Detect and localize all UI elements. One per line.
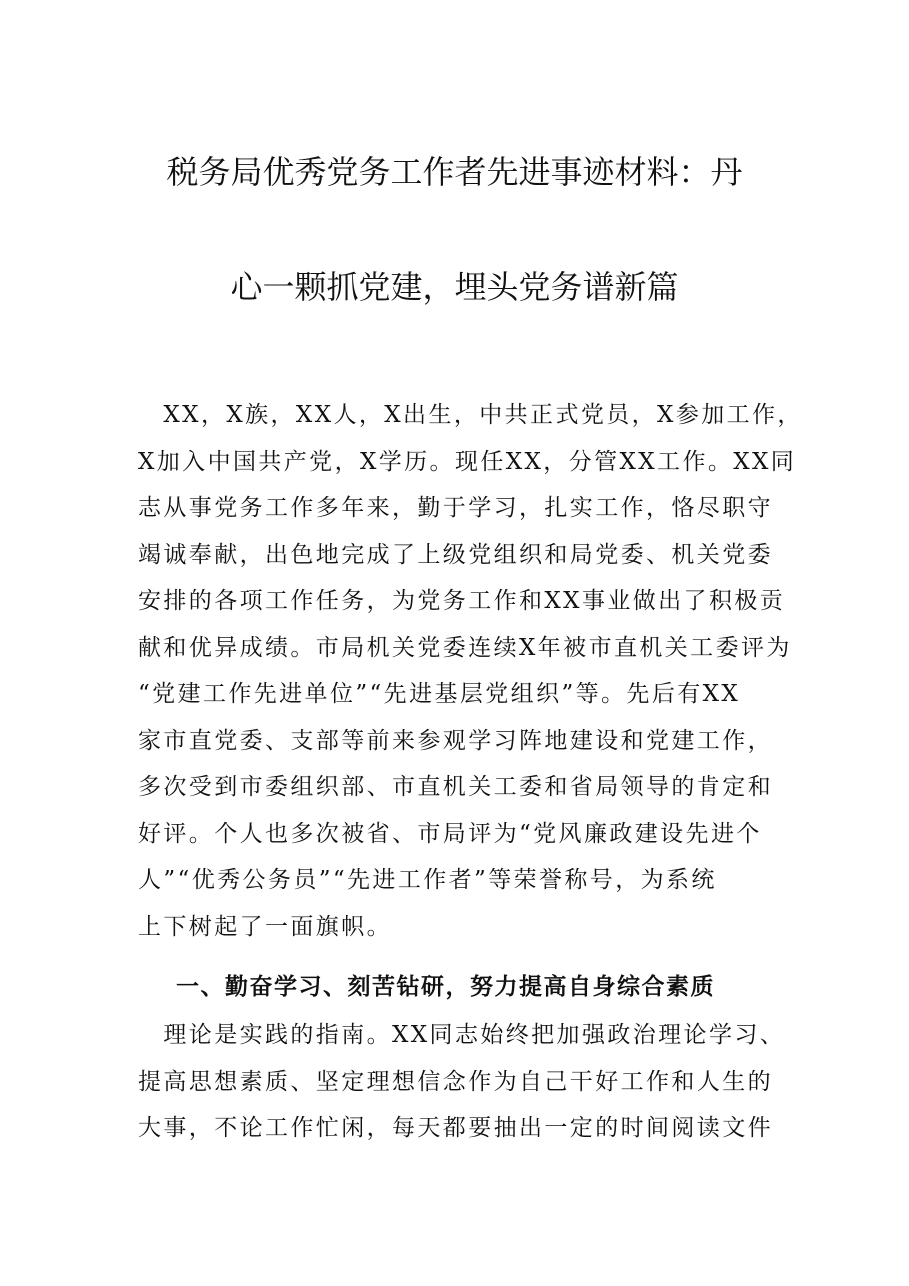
section-heading-1: 一、勤奋学习、刻苦钻研，努力提高自身综合素质 [176, 974, 715, 1000]
document-title-line-2: 心一颗抓党建，埋头党务谱新篇 [230, 268, 679, 306]
paragraph-line: 志从事党务工作多年来，勤于学习，扎实工作，恪尽职守 [138, 495, 773, 521]
paragraph-line: 献和优异成绩。市局机关党委连续X年被市直机关工委评为 [138, 634, 792, 661]
paragraph-line: “党建工作先进单位”“先进基层党组织”等。先后有XX [138, 681, 741, 707]
paragraph-line: 上下树起了一面旗帜。 [138, 913, 392, 940]
paragraph-line: 大事，不论工作忙闲，每天都要抽出一定的时间阅读文件 [138, 1115, 773, 1141]
paragraph-line: 竭诚奉献，出色地完成了上级党组织和局党委、机关党委 [138, 541, 773, 568]
paragraph-line: 提高思想素质、坚定理想信念作为自己干好工作和人生的 [138, 1068, 773, 1095]
paragraph-line: 好评。个人也多次被省、市局评为“党风廉政建设先进个 [138, 820, 762, 847]
paragraph-2 [138, 1012, 786, 1152]
paragraph-line: 多次受到市委组织部、市直机关工委和省局领导的肯定和 [138, 774, 773, 800]
document-title-line-1: 税务局优秀党务工作者先进事迹材料：丹 [166, 153, 743, 191]
paragraph-line: 理论是实践的指南。XX同志始终把加强政治理论学习、 [138, 1022, 786, 1048]
paragraph-line: X加入中国共产党，X学历。现任XX，分管XX工作。XX同 [138, 448, 797, 475]
paragraph-line: 安排的各项工作任务，为党务工作和XX事业做出了积极贡 [138, 588, 786, 614]
paragraph-line: 人”“优秀公务员”“先进工作者”等荣誉称号，为系统 [138, 867, 717, 893]
paragraph-1 [138, 392, 803, 950]
paragraph-line: XX，X族，XX人，X出生，中共正式党员，X参加工作， [138, 402, 803, 428]
paragraph-line: 家市直党委、支部等前来参观学习阵地建设和党建工作， [138, 727, 773, 754]
